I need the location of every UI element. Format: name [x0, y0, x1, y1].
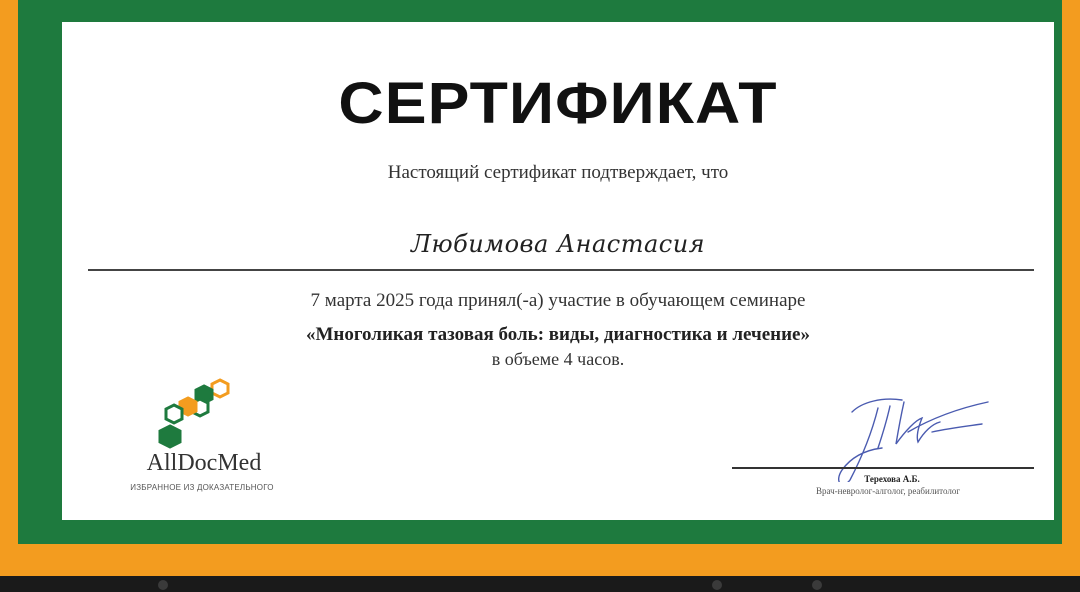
signer-title: Врач-невролог-алголог, реабилитолог	[815, 486, 961, 496]
participation-text: 7 марта 2025 года принял(-а) участие в обучающем семинаре	[310, 290, 806, 311]
signature-line	[732, 467, 1034, 469]
strip-mark	[158, 580, 168, 590]
name-underline	[88, 269, 1034, 271]
certificate-title: СЕРТИФИКАТ	[338, 71, 778, 136]
logo-name: AllDocMed	[146, 450, 262, 476]
signer-name: Терехова А.Б.	[864, 474, 920, 484]
certificate-subtitle: Настоящий сертификат подтверждает, что	[387, 162, 729, 183]
strip-mark	[812, 580, 822, 590]
recipient-name: Любимова Анастасия	[410, 230, 706, 258]
seminar-title: «Многоликая тазовая боль: виды, диагностика и лечение»	[306, 324, 810, 345]
hexagon-molecule-icon	[152, 374, 242, 452]
strip-mark	[712, 580, 722, 590]
bottom-strip	[0, 576, 1080, 592]
duration-text: в объеме 4 часов.	[491, 349, 625, 369]
logo-tagline: ИЗБРАННОЕ ИЗ ДОКАЗАТЕЛЬНОГО	[130, 483, 274, 492]
signature-icon	[782, 372, 992, 482]
certificate-frame	[18, 0, 1062, 544]
certificate-paper	[62, 22, 1054, 520]
